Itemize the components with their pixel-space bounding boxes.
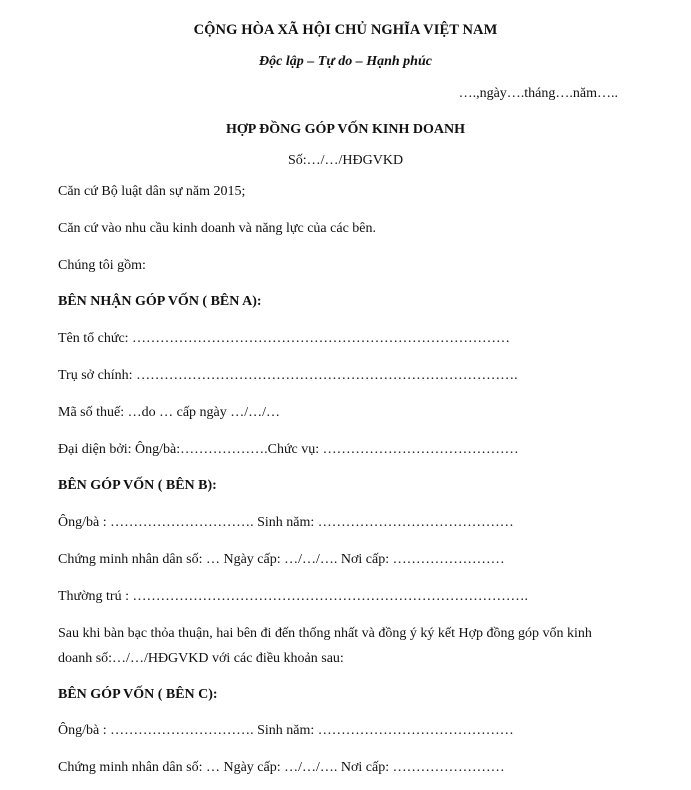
party-a-tax-code: Mã số thuế: …do … cấp ngày …/…/… [58, 405, 281, 420]
agreement-line-2: doanh số:…/…/HĐGVKD với các điều khoản sau: [58, 651, 344, 666]
party-b-id-card: Chứng minh nhân dân số: … Ngày cấp: …/…/…. Nơi cấp: …………………… [58, 552, 505, 567]
contract-number: Số:…/…/HĐGVKD [287, 153, 404, 168]
party-a-heading: BÊN NHẬN GÓP VỐN ( BÊN A): [58, 294, 262, 309]
legal-basis-2: Căn cứ vào nhu cầu kinh doanh và năng lực của các bên. [58, 221, 377, 236]
party-b-name-birth: Ông/bà : …………………………. Sinh năm: …………………………………… [58, 515, 514, 530]
national-motto: Độc lập – Tự do – Hạnh phúc [259, 54, 432, 69]
party-c-id-card: Chứng minh nhân dân số: … Ngày cấp: …/…/…. Nơi cấp: …………………… [58, 760, 505, 775]
parties-intro: Chúng tôi gồm: [58, 258, 146, 273]
national-title: CỘNG HÒA XÃ HỘI CHỦ NGHĨA VIỆT NAM [193, 22, 498, 38]
party-b-heading: BÊN GÓP VỐN ( BÊN B): [58, 478, 217, 493]
party-c-name-birth: Ông/bà : …………………………. Sinh năm: …………………………………… [58, 723, 514, 738]
party-a-org-name: Tên tổ chức: ……………………………………………………………………… [58, 331, 511, 346]
agreement-line-1: Sau khi bàn bạc thỏa thuận, hai bên đi đến thống nhất và đồng ý ký kết Hợp đồng góp vốn kinh [58, 626, 592, 641]
party-c-heading: BÊN GÓP VỐN ( BÊN C): [58, 687, 218, 702]
party-a-head-office: Trụ sở chính: ………………………………………………………………………. [58, 368, 518, 383]
contract-title: HỢP ĐỒNG GÓP VỐN KINH DOANH [226, 122, 465, 137]
date-line: ….,ngày….tháng….năm….. [458, 86, 618, 101]
party-b-residence: Thường trú : …………………………………………………………………………. [58, 589, 528, 604]
party-a-representative: Đại diện bởi: Ông/bà:……………….Chức vụ: …………………………………… [58, 442, 519, 457]
legal-basis-1: Căn cứ Bộ luật dân sự năm 2015; [58, 184, 246, 199]
